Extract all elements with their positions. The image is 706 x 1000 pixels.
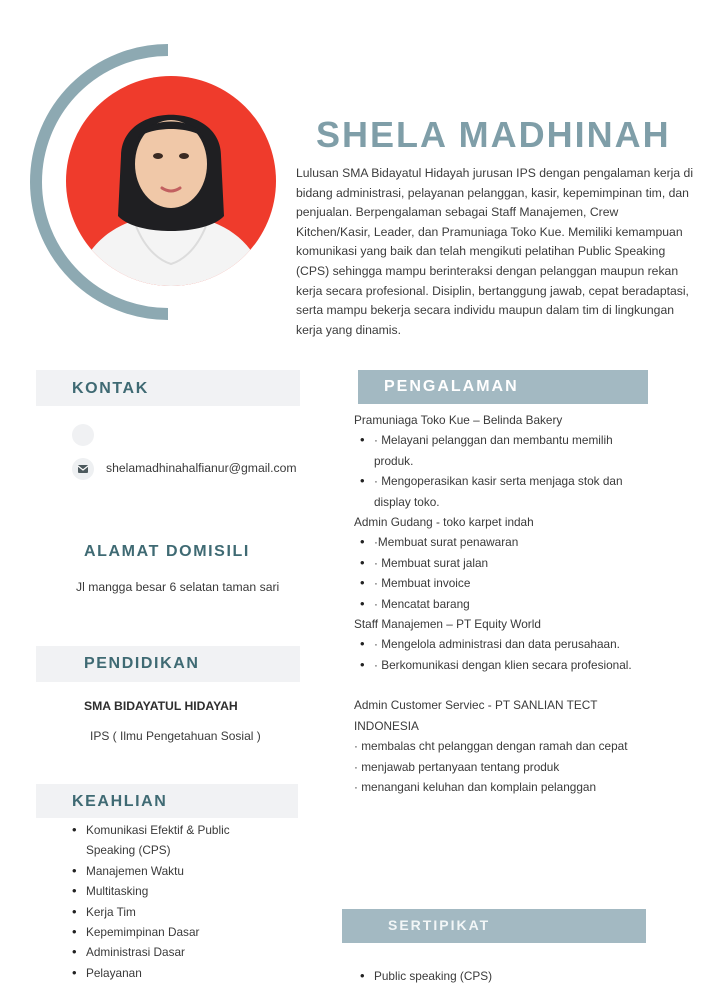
job-duty: • · Mengelola administrasi dan data perusahaan. [354, 634, 654, 654]
skill-item: • Multitasking [66, 881, 266, 901]
job-duty: • · Membuat surat jalan [354, 553, 654, 573]
job-duty: · menangani keluhan dan komplain pelanggan [354, 779, 597, 794]
job-title: Staff Manajemen – PT Equity World [354, 617, 541, 632]
job-title: Admin Customer Serviec - PT SANLIAN TECT INDONESIA [354, 698, 598, 733]
job-duty: • ·Membuat surat penawaran [354, 532, 654, 552]
job-title: Admin Gudang - toko karpet indah [354, 515, 534, 530]
profile-summary: Lulusan SMA Bidayatul Hidayah jurusan IPS dengan pengalaman kerja di bidang administrasi, pelayanan pelanggan, kasir, kepemimpinan tim, dan penjualan. Berpengalaman sebagai Staff Manajemen, Crew Kitchen/Kasir, Leader, dan Pramuniaga Toko Kue. Memiliki kemampuan komunikasi yang baik dan telah mengikuti pelatihan Public Speaking (CPS) sehingga mampu berinteraksi dengan pelanggan maupun rekan kerja secara profesional. Disiplin, bertanggung jawab, cepat beradaptasi, serta mampu bekerja secara individu maupun dalam tim di lingkungan kerja yang dinamis. [296, 166, 694, 337]
job-duty: · menjawab pertanyaan tentang produk [354, 759, 560, 774]
skill-item: • Kepemimpinan Dasar [66, 922, 266, 942]
skill-item: • Pelayanan [66, 963, 266, 983]
skill-item: • Administrasi Dasar [66, 942, 266, 962]
job-duties [354, 532, 654, 614]
job-duties [354, 430, 654, 512]
school-major: IPS ( Ilmu Pengetahuan Sosial ) [90, 729, 261, 743]
skill-item: • Kerja Tim [66, 902, 266, 922]
envelope-icon [72, 458, 94, 480]
job-title: Pramuniaga Toko Kue – Belinda Bakery [354, 413, 563, 427]
pendidikan-title: PENDIDIKAN [84, 655, 200, 672]
alamat-title: ALAMAT DOMISILI [84, 543, 250, 560]
job-duty: • · Berkomunikasi dengan klien secara profesional. [354, 655, 654, 675]
phone-icon [72, 424, 94, 446]
keahlian-title: KEAHLIAN [72, 793, 168, 810]
skill-item: • Komunikasi Efektif & Public Speaking (CPS) [66, 820, 266, 861]
job-duty: · membalas cht pelanggan dengan ramah dan cepat [354, 739, 628, 754]
email-address[interactable]: shelamadhinahalfianur@gmail.com [106, 461, 297, 475]
job-duties [354, 634, 654, 675]
certificate-list [354, 966, 604, 986]
skill-item: • Manajemen Waktu [66, 861, 266, 881]
alamat-text: Jl mangga besar 6 selatan taman sari [76, 580, 280, 594]
certificate-item: • Public speaking (CPS) [354, 966, 604, 986]
job-duties [354, 736, 654, 797]
job-duty: • · Mengoperasikan kasir serta menjaga stok dan display toko. [354, 471, 654, 512]
job-duty: • · Melayani pelanggan dan membantu memilih produk. [354, 430, 654, 471]
sertifikat-title: SERTIPIKAT [388, 917, 491, 933]
school-name: SMA BIDAYATUL HIDAYAH [84, 699, 238, 713]
skills-list [66, 820, 266, 983]
kontak-title: KONTAK [72, 380, 149, 397]
person-name: SHELA MADHINAH [316, 114, 671, 155]
experience-list [354, 410, 654, 797]
pengalaman-title: PENGALAMAN [384, 378, 519, 395]
profile-photo [66, 76, 276, 286]
job-duty: • · Membuat invoice [354, 573, 654, 593]
job-duty: • · Mencatat barang [354, 594, 654, 614]
